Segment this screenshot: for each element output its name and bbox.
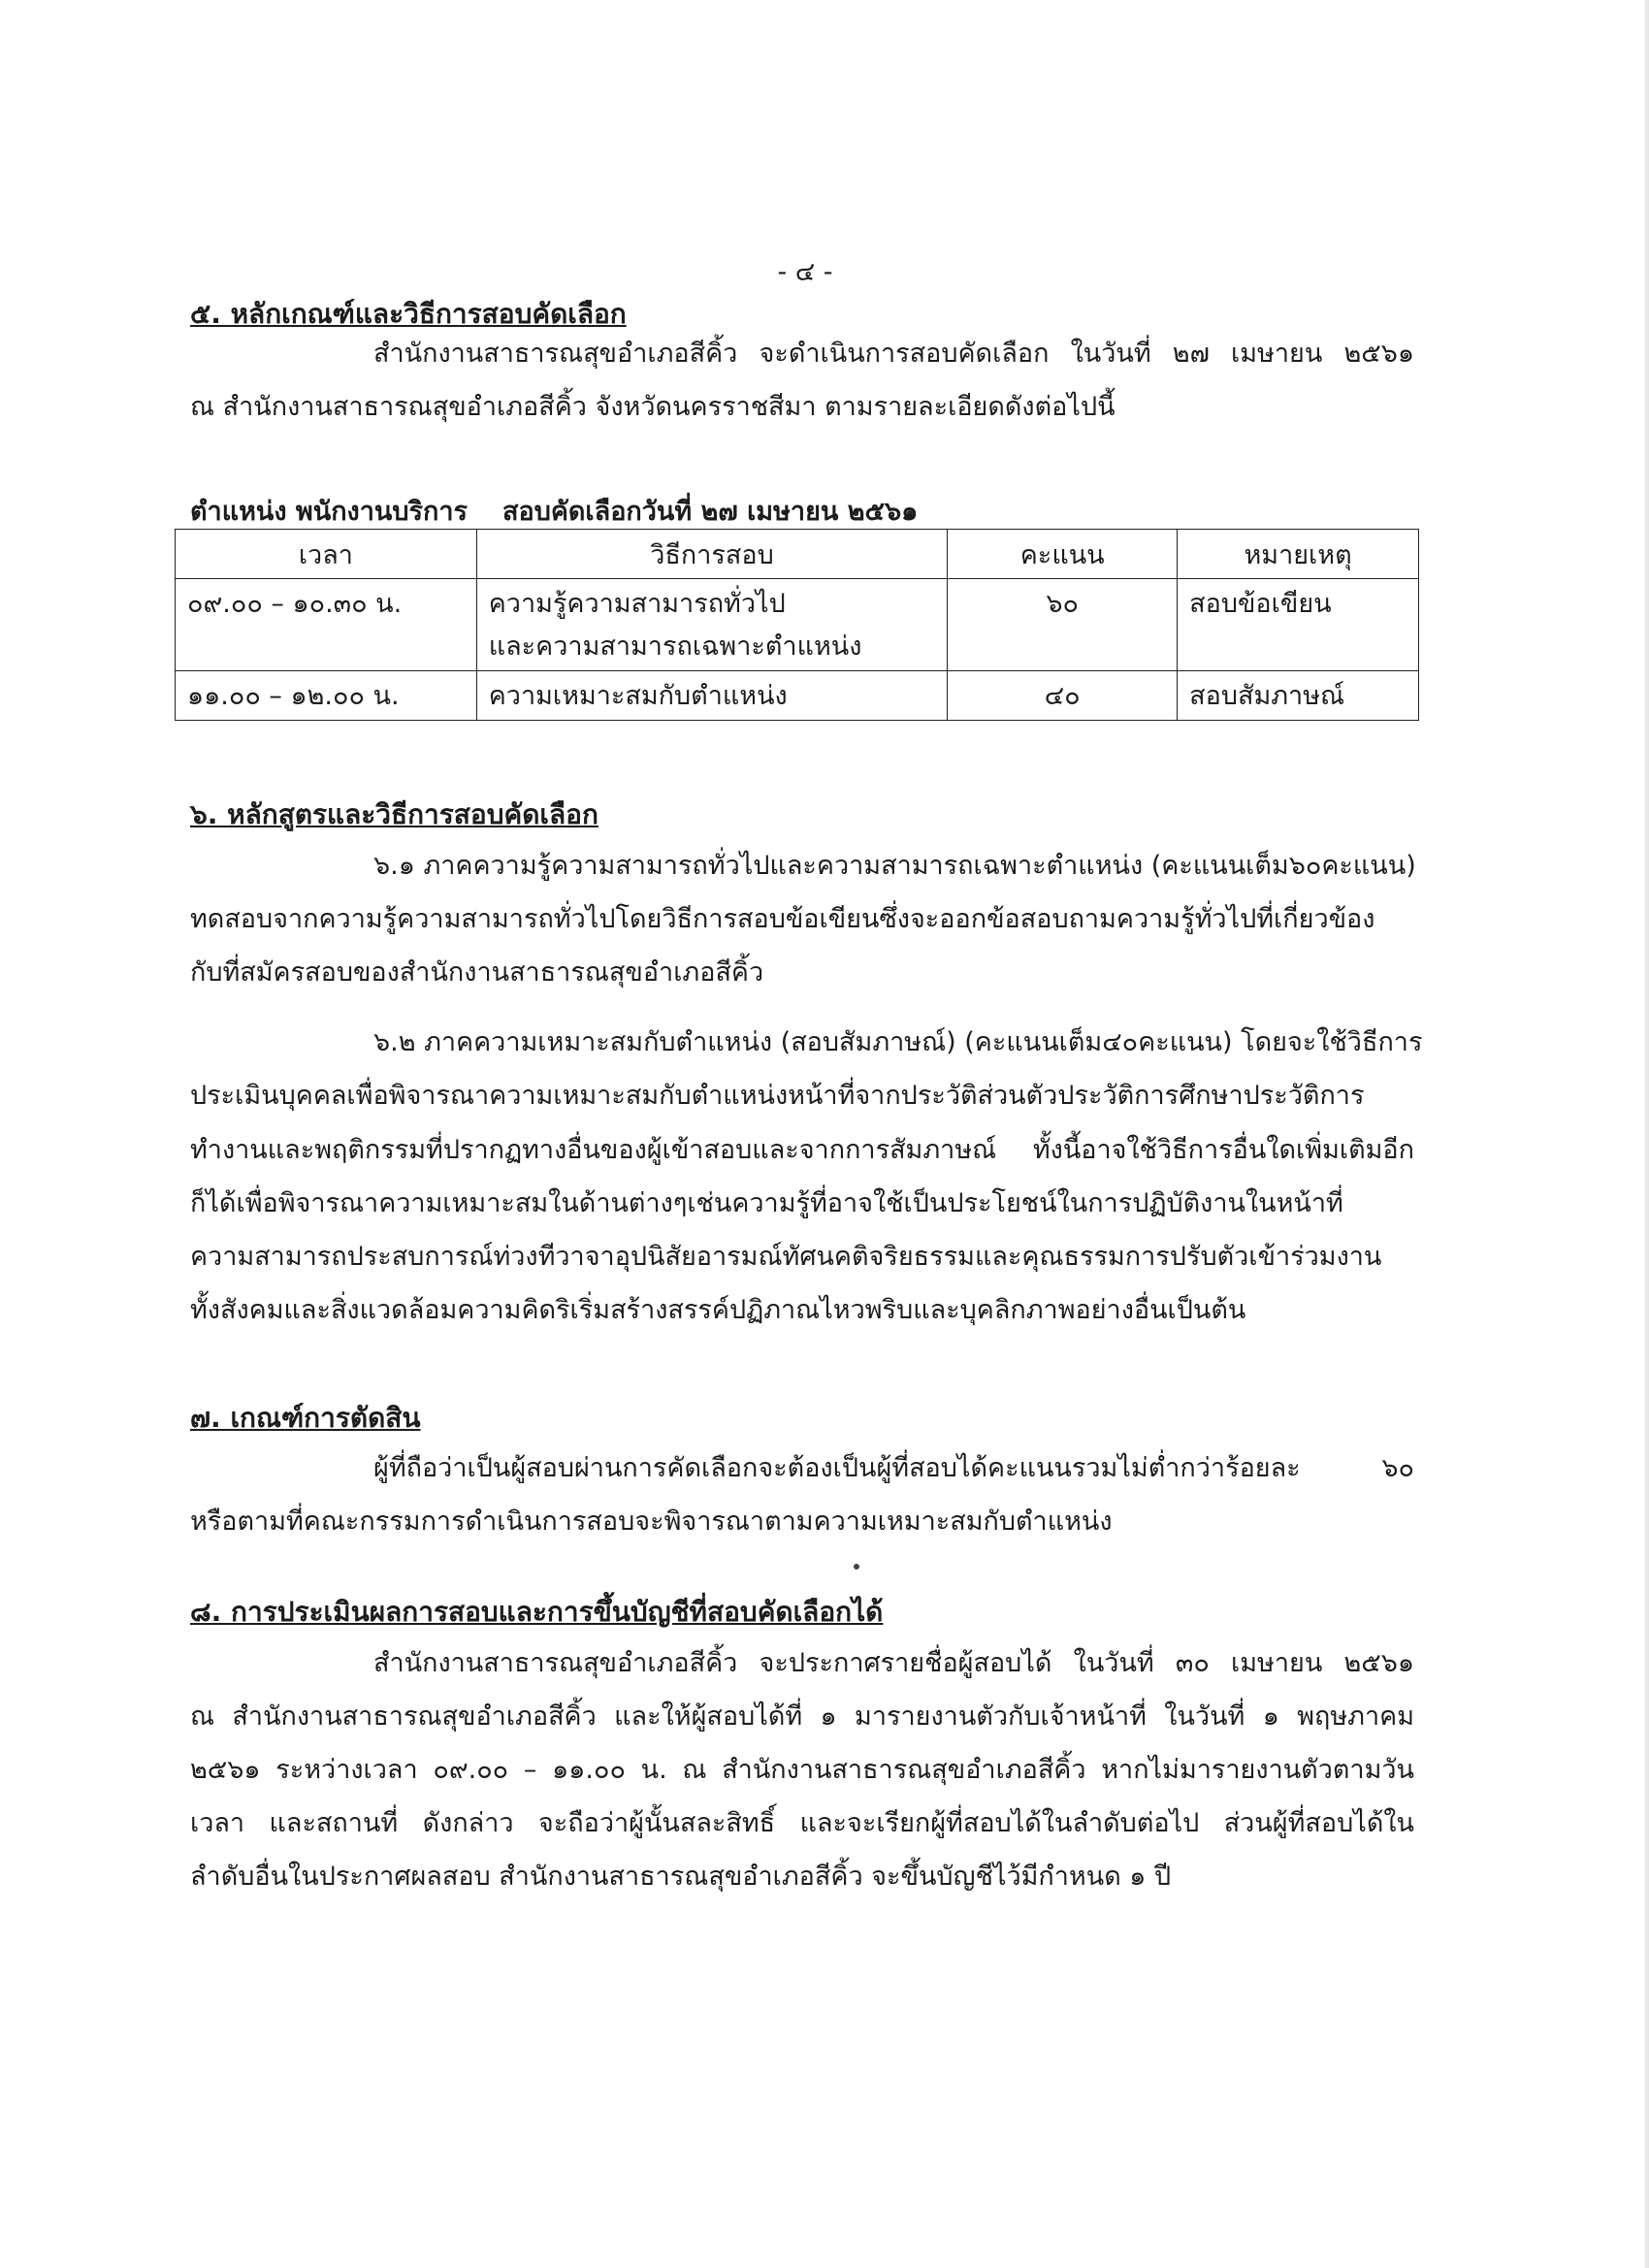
cell-method-line: ความเหมาะสมกับตำแหน่ง [488, 681, 788, 711]
header-score: คะแนน [948, 530, 1178, 579]
cell-method [476, 579, 948, 671]
section-6-2-line: ก็ได้เพื่อพิจารณาความเหมาะสมในด้านต่างๆเช่นความรู้ที่อาจใช้เป็นประโยชน์ในการปฏิบัติงานในหน้าที่ [190, 1188, 1343, 1218]
header-method: วิธีการสอบ [476, 530, 948, 579]
section-7-line: หรือตามที่คณะกรรมการดำเนินการสอบจะพิจารณาตามความเหมาะสมกับตำแหน่ง [190, 1507, 1113, 1537]
section-5-heading: ๕. หลักเกณฑ์และวิธีการสอบคัดเลือก [190, 298, 627, 330]
cell-method [476, 671, 948, 721]
section-8-line: ลำดับอื่นในประกาศผลสอบ สำนักงานสาธารณสุขอำเภอสีคิ้ว จะขึ้นบัญชีไว้มีกำหนด ๑ ปี [190, 1862, 1172, 1892]
section-6-2-line: ประเมินบุคคลเพื่อพิจารณาความเหมาะสมกับตำแหน่งหน้าที่จากประวัติส่วนตัวประวัติการศึกษาประวัติการ [190, 1081, 1365, 1111]
section-8-heading: ๘. การประเมินผลการสอบและการขึ้นบัญชีที่สอบคัดเลือกได้ [190, 1596, 884, 1628]
section-6-2-line: ทั้งสังคมและสิ่งแวดล้อมความคิดริเริ่มสร้างสรรค์ปฏิภาณไหวพริบและบุคลิกภาพอย่างอื่นเป็นต้น [190, 1295, 1246, 1325]
section-8-line: สำนักงานสาธารณสุขอำเภอสีคิ้ว จะประกาศรายชื่อผู้สอบได้ ในวันที่ ๓๐ เมษายน ๒๕๖๑ [373, 1648, 1414, 1678]
cell-time: ๐๙.๐๐ – ๑๐.๓๐ น. [176, 579, 477, 671]
cell-note: สอบสัมภาษณ์ [1178, 671, 1419, 721]
section-7-heading: ๗. เกณฑ์การตัดสิน [190, 1402, 421, 1434]
cell-time: ๑๑.๐๐ – ๑๒.๐๐ น. [176, 671, 477, 721]
exam-schedule-table [175, 529, 1419, 721]
section-8-line: เวลา และสถานที่ ดังกล่าว จะถือว่าผู้นั้นสละสิทธิ์ และจะเรียกผู้ที่สอบได้ในลำดับต่อไป ส่วนผู้ที่สอบได้ใน [190, 1808, 1414, 1838]
page-number: - ๔ - [777, 257, 833, 287]
section-7-line: ผู้ที่ถือว่าเป็นผู้สอบผ่านการคัดเลือกจะต้องเป็นผู้ที่สอบได้คะแนนรวมไม่ต่ำกว่าร้อยละ ๖๐ [373, 1453, 1414, 1483]
cell-note: สอบข้อเขียน [1178, 579, 1419, 671]
section-6-1-line: กับที่สมัครสอบของสำนักงานสาธารณสุขอำเภอสีคิ้ว [190, 957, 764, 988]
section-5-line: ณ สำนักงานสาธารณสุขอำเภอสีคิ้ว จังหวัดนครราชสีมา ตามรายละเอียดดังต่อไปนี้ [190, 392, 1116, 422]
cell-score: ๔๐ [948, 671, 1178, 721]
section-6-1-line: ทดสอบจากความรู้ความสามารถทั่วไปโดยวิธีการสอบข้อเขียนซึ่งจะออกข้อสอบถามความรู้ทั่วไปที่เกี่ยวข้อง [190, 904, 1375, 934]
cell-method-line: ความรู้ความสามารถทั่วไป [488, 589, 786, 619]
header-time: เวลา [176, 530, 477, 579]
section-5-line: สำนักงานสาธารณสุขอำเภอสีคิ้ว จะดำเนินการสอบคัดเลือก ในวันที่ ๒๗ เมษายน ๒๕๖๑ [373, 339, 1414, 369]
stray-ink-mark [854, 1564, 859, 1570]
cell-score: ๖๐ [948, 579, 1178, 671]
table-header-row [176, 530, 1419, 579]
cell-method-line: และความสามารถเฉพาะตำแหน่ง [488, 632, 862, 662]
section-8-line: ณ สำนักงานสาธารณสุขอำเภอสีคิ้ว และให้ผู้สอบได้ที่ ๑ มารายงานตัวกับเจ้าหน้าที่ ในวันที่ ๑ พฤษภาคม [190, 1701, 1414, 1732]
table-caption-position: ตำแหน่ง พนักงานบริการ [190, 497, 468, 527]
section-6-2-line: ทำงานและพฤติกรรมที่ปรากฏทางอื่นของผู้เข้าสอบและจากการสัมภาษณ์ ทั้งนี้อาจใช้วิธีการอื่นใดเพิ่มเติมอีก [190, 1135, 1414, 1165]
table-row [176, 671, 1419, 721]
section-6-2-line: ความสามารถประสบการณ์ท่วงทีวาจาอุปนิสัยอารมณ์ทัศนคติจริยธรรมและคุณธรรมการปรับตัวเข้าร่วมงาน [190, 1242, 1382, 1272]
table-caption [190, 490, 918, 532]
header-note: หมายเหตุ [1178, 530, 1419, 579]
section-6-heading: ๖. หลักสูตรและวิธีการสอบคัดเลือก [190, 798, 598, 830]
scan-edge [1645, 0, 1649, 2268]
section-6-1-line: ๖.๑ ภาคความรู้ความสามารถทั่วไปและความสามารถเฉพาะตำแหน่ง (คะแนนเต็ม๖๐คะแนน) [373, 851, 1416, 881]
section-8-line: ๒๕๖๑ ระหว่างเวลา ๐๙.๐๐ – ๑๑.๐๐ น. ณ สำนักงานสาธารณสุขอำเภอสีคิ้ว หากไม่มารายงานตัวตามวัน [190, 1755, 1414, 1785]
table-caption-date: สอบคัดเลือกวันที่ ๒๗ เมษายน ๒๕๖๑ [502, 497, 919, 527]
table-row [176, 579, 1419, 671]
section-6-2-line: ๖.๒ ภาคความเหมาะสมกับตำแหน่ง (สอบสัมภาษณ์) (คะแนนเต็ม๔๐คะแนน) โดยจะใช้วิธีการ [373, 1027, 1423, 1057]
